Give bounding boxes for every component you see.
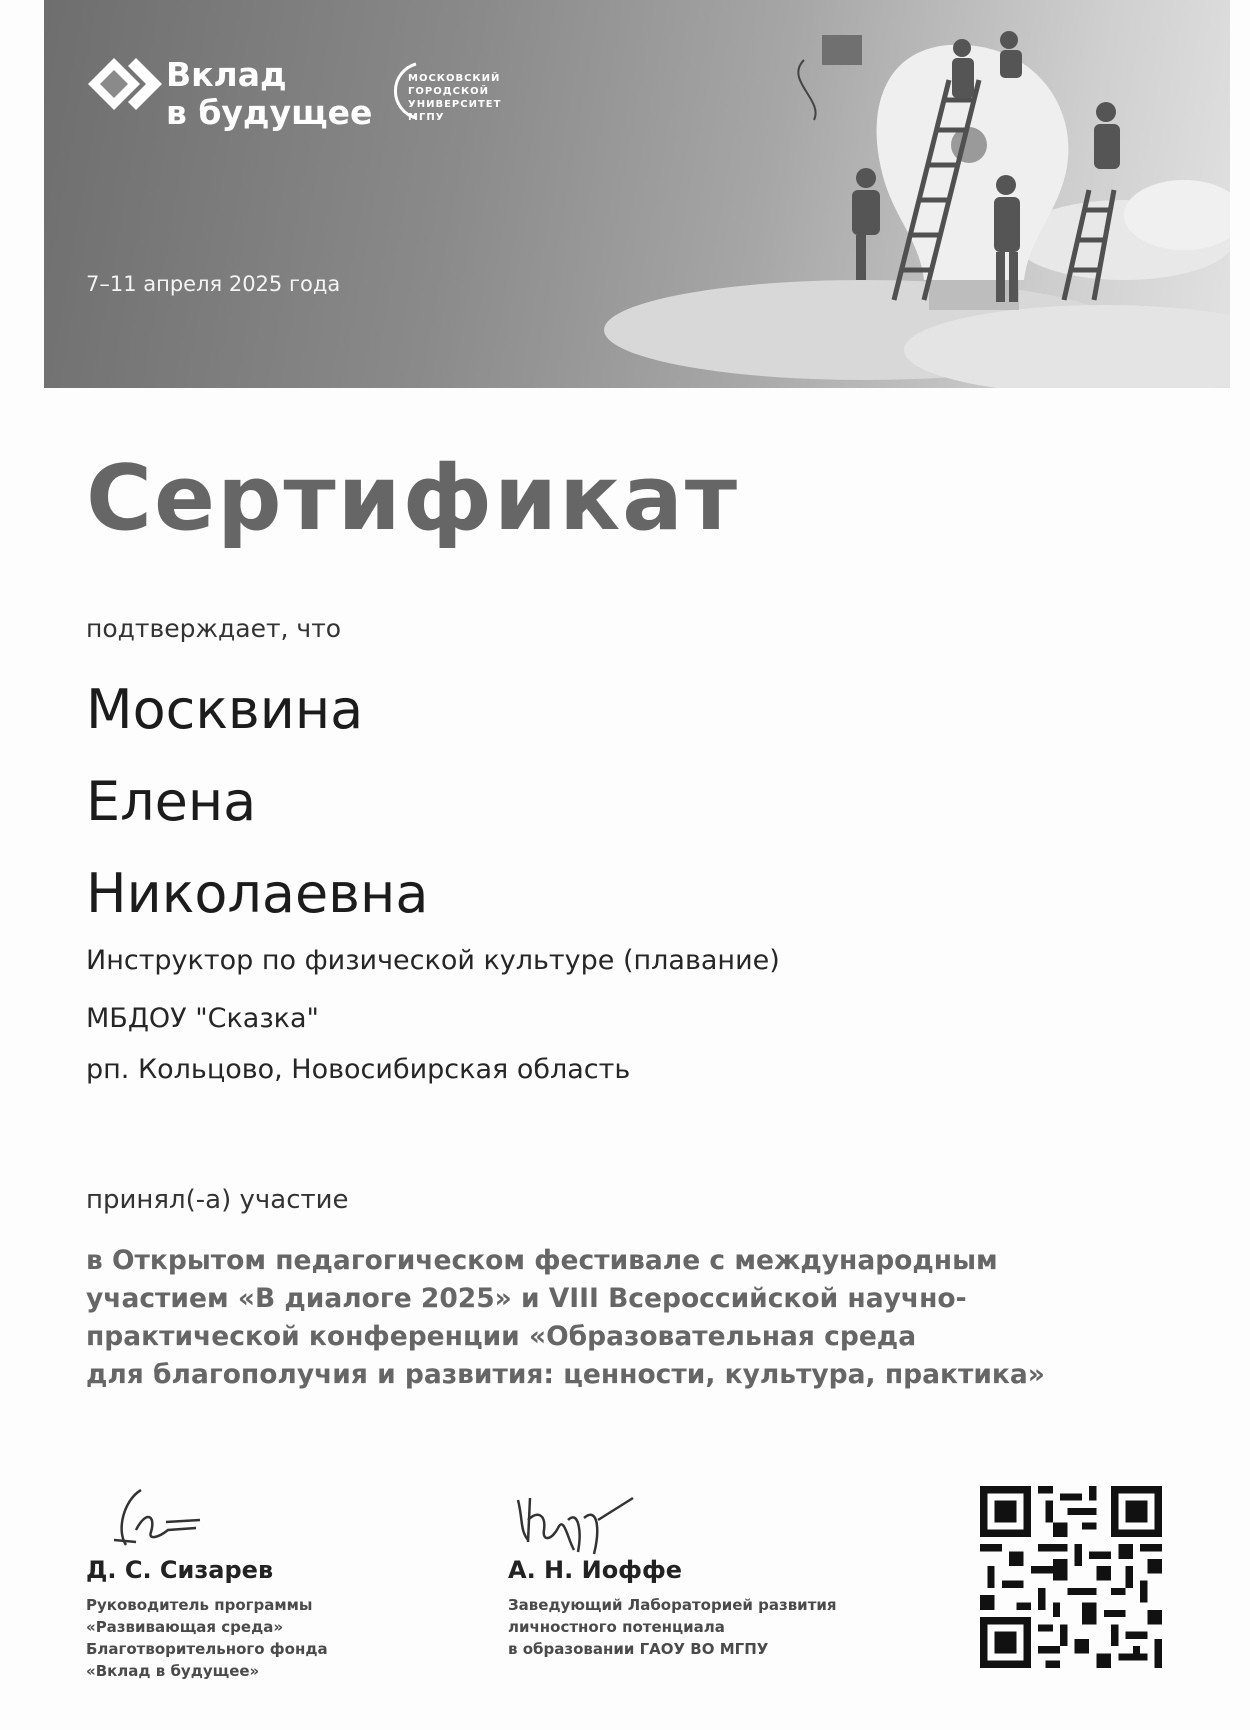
mgpu-logo-text (408, 72, 501, 124)
recipient-organization: МБДОУ "Сказка" (86, 1003, 319, 1034)
logo-line-2: в будущее (166, 93, 373, 132)
recipient-first-name: Елена (86, 770, 257, 833)
signatory-role (508, 1594, 837, 1660)
univ-line-4: МГПУ (408, 112, 445, 123)
univ-line-2: ГОРОДСКОЙ (408, 86, 489, 97)
vklad-logo-text (166, 55, 373, 132)
recipient-surname: Москвина (86, 678, 364, 741)
signature-sizarev (96, 1470, 216, 1560)
header-banner (44, 0, 1230, 388)
qr-code-icon (980, 1486, 1162, 1668)
signature-ioffe (508, 1470, 638, 1560)
role-line: «Развивающая среда» (86, 1618, 284, 1636)
role-line: «Вклад в будущее» (86, 1662, 260, 1680)
role-line: личностного потенциала (508, 1618, 725, 1636)
recipient-location: рп. Кольцово, Новосибирская область (86, 1054, 631, 1085)
took-part-text: принял(-а) участие (86, 1185, 349, 1215)
role-line: Благотворительного фонда (86, 1640, 328, 1658)
festival-line: участием «В диалоге 2025» и VIII Всероссийской научно- (86, 1283, 967, 1314)
role-line: в образовании ГАОУ ВО МГПУ (508, 1640, 769, 1658)
festival-line: для благополучия и развития: ценности, культура, практика» (86, 1359, 1045, 1390)
signatory-name: А. Н. Иоффе (508, 1556, 683, 1584)
festival-description (86, 1242, 1166, 1394)
signatory-name: Д. С. Сизарев (86, 1556, 274, 1584)
recipient-position: Инструктор по физической культуре (плавание) (86, 945, 780, 976)
certificate-title: Сертификат (86, 446, 740, 551)
vklad-logo-icon (84, 54, 162, 114)
event-dates: 7–11 апреля 2025 года (86, 272, 341, 296)
logo-line-1: Вклад (166, 55, 287, 94)
univ-line-3: УНИВЕРСИТЕТ (408, 99, 502, 110)
univ-line-1: МОСКОВСКИЙ (408, 73, 501, 84)
role-line: Заведующий Лабораторией развития (508, 1596, 837, 1614)
confirms-text: подтверждает, что (86, 614, 342, 643)
signatory-role (86, 1594, 328, 1682)
festival-line: практической конференции «Образовательная среда (86, 1321, 917, 1352)
festival-line: в Открытом педагогическом фестивале с международным (86, 1245, 998, 1276)
recipient-patronymic: Николаевна (86, 862, 429, 925)
role-line: Руководитель программы (86, 1596, 313, 1614)
